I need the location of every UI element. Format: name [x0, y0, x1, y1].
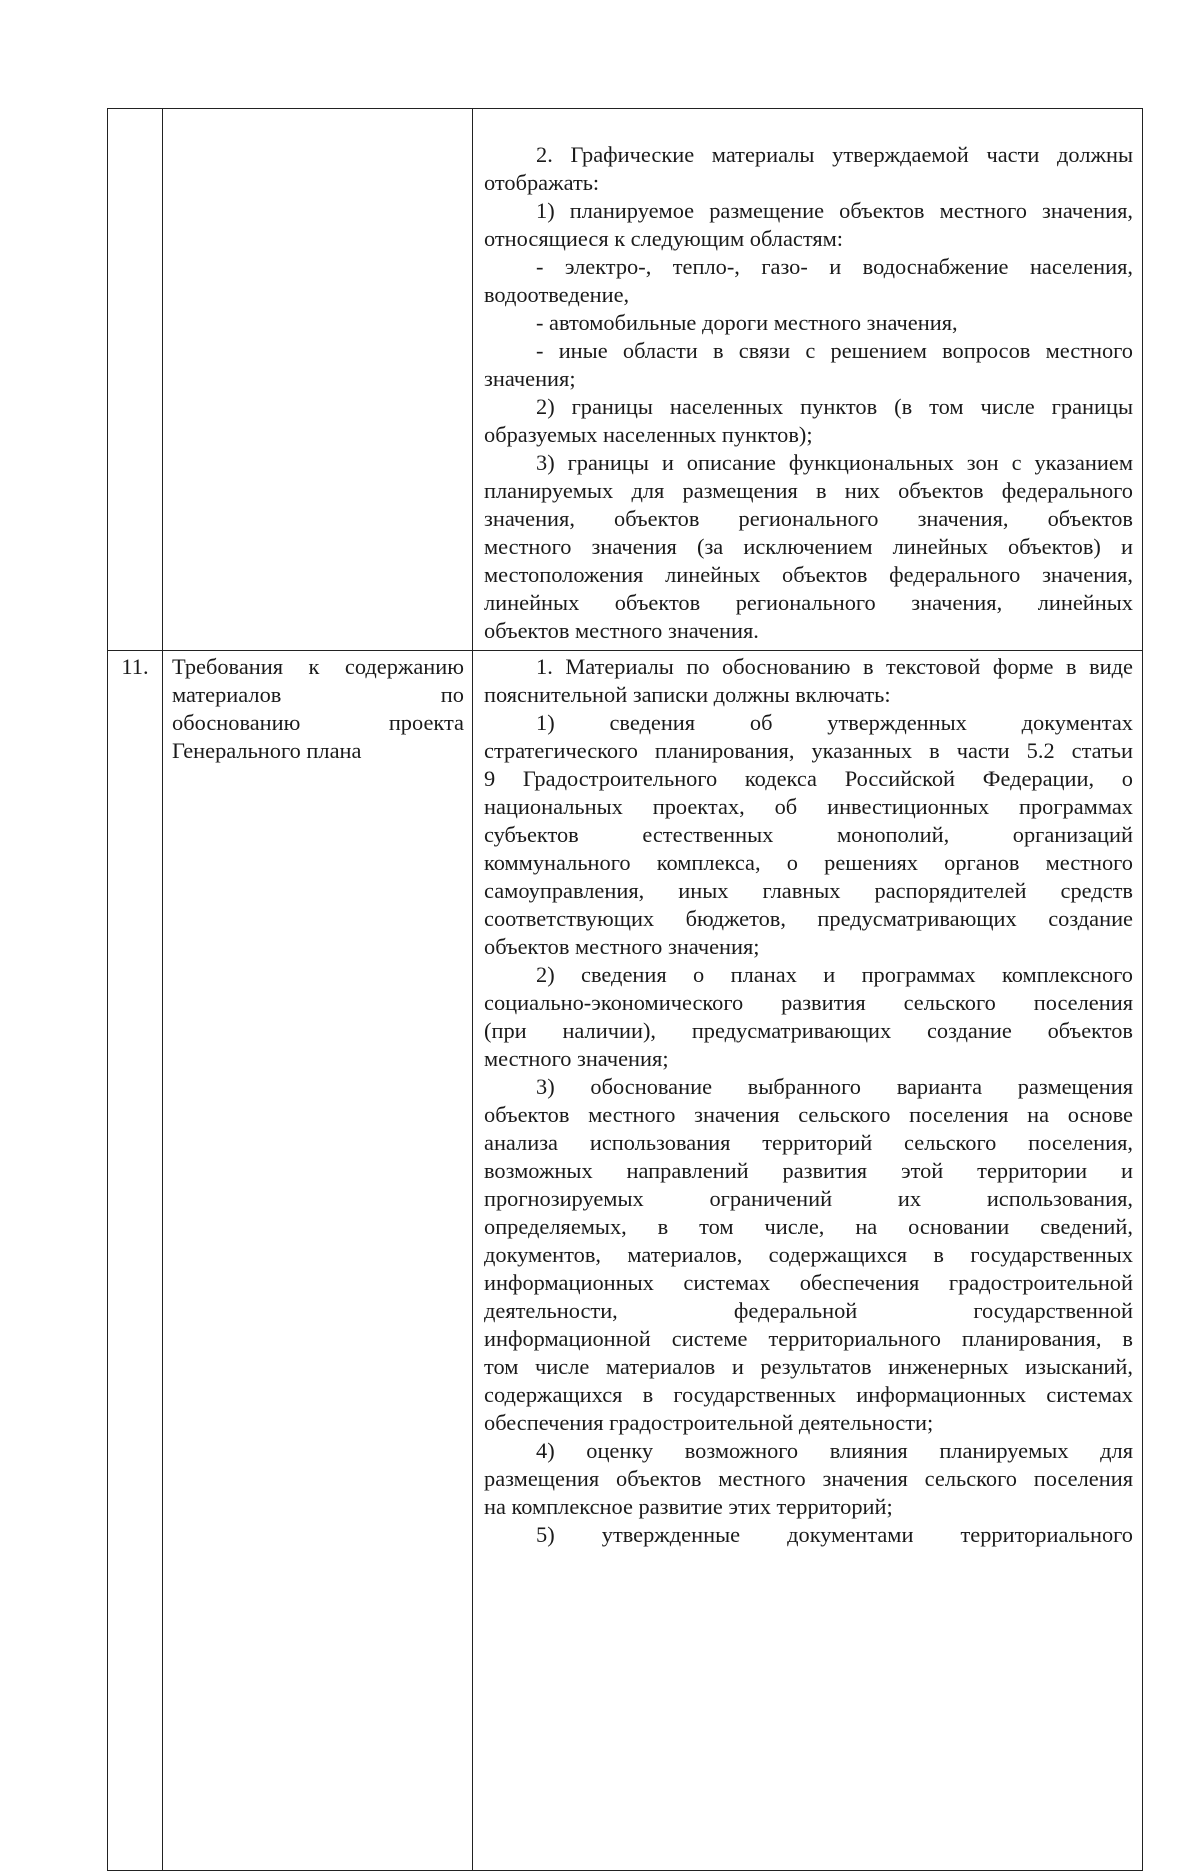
row-content-cell [473, 651, 1143, 1871]
text-line: 9 Градостроительного кодекса Российской Федерации, о [484, 766, 1133, 791]
text-line: водоотведение, [484, 282, 630, 307]
text-line: относящиеся к следующим областям: [484, 226, 844, 251]
text-line: значения; [484, 366, 576, 391]
text-line: национальных проектах, об инвестиционных программах [484, 794, 1133, 819]
text-line: - электро-, тепло-, газо- и водоснабжение населения, [536, 254, 1133, 279]
text-line: социально-экономического развития сельского поселения [484, 990, 1133, 1015]
text-line: том числе материалов и результатов инженерных изысканий, [484, 1354, 1133, 1379]
text-line: 2) границы населенных пунктов (в том числе границы [536, 394, 1133, 419]
text-line: объектов местного значения сельского поселения на основе [484, 1102, 1133, 1127]
text-line: на комплексное развитие этих территорий; [484, 1494, 893, 1519]
text-line: 1. Материалы по обоснованию в текстовой форме в виде [536, 654, 1133, 679]
text-line: содержащихся в государственных информационных системах [484, 1382, 1133, 1407]
text-line: - автомобильные дороги местного значения, [536, 310, 958, 335]
text-line: (при наличии), предусматривающих создание объектов [484, 1018, 1133, 1043]
row-number-cell [108, 109, 163, 651]
text-line: объектов местного значения. [484, 618, 759, 643]
row-number-cell [108, 651, 163, 1871]
text-line: информационной системе территориального планирования, в [484, 1326, 1133, 1351]
row-number [108, 109, 162, 111]
text-line: анализа использования территорий сельского поселения, [484, 1130, 1133, 1155]
text-line: Требования к содержанию [172, 654, 464, 679]
text-line: определяемых, в том числе, на основании сведений, [484, 1214, 1133, 1239]
text-line: планируемых для размещения в них объектов федерального [484, 478, 1133, 503]
table-row [108, 651, 1143, 1871]
table-row [108, 109, 1143, 651]
text-line: 4) оценку возможного влияния планируемых для [536, 1438, 1133, 1463]
text-line: - иные области в связи с решением вопросов местного [536, 338, 1133, 363]
text-line: прогнозируемых ограничений их использования, [484, 1186, 1133, 1211]
text-line: стратегического планирования, указанных в части 5.2 статьи [484, 738, 1133, 763]
text-line: 1) планируемое размещение объектов местного значения, [536, 198, 1133, 223]
text-line: обоснованию проекта [172, 710, 464, 735]
text-line: размещения объектов местного значения сельского поселения [484, 1466, 1133, 1491]
row-content [473, 109, 1142, 645]
row-content-cell [473, 109, 1143, 651]
text-line: соответствующих бюджетов, предусматривающих создание [484, 906, 1133, 931]
text-line: местоположения линейных объектов федерального значения, [484, 562, 1133, 587]
text-line: линейных объектов регионального значения, линейных [484, 590, 1133, 615]
text-line: 2. Графические материалы утверждаемой части должны [536, 142, 1133, 167]
text-line: 3) обоснование выбранного варианта размещения [536, 1074, 1133, 1099]
text-line: 5) утвержденные документами территориального [536, 1522, 1133, 1547]
row-content [473, 651, 1142, 1549]
row-title [163, 109, 472, 111]
requirements-table [107, 108, 1143, 1871]
text-line: деятельности, федеральной государственной [484, 1298, 1133, 1323]
text-line: местного значения; [484, 1046, 669, 1071]
text-line: субъектов естественных монополий, организаций [484, 822, 1133, 847]
text-line: Генерального плана [172, 738, 362, 763]
text-line: 3) границы и описание функциональных зон с указанием [536, 450, 1133, 475]
text-line: самоуправления, иных главных распорядителей средств [484, 878, 1133, 903]
row-title-cell [163, 109, 473, 651]
row-number: 11. [121, 654, 149, 679]
text-line: коммунального комплекса, о решениях органов местного [484, 850, 1133, 875]
row-title [163, 651, 472, 765]
text-line: документов, материалов, содержащихся в государственных [484, 1242, 1133, 1267]
text-line: местного значения (за исключением линейных объектов) и [484, 534, 1133, 559]
text-line: объектов местного значения; [484, 934, 760, 959]
text-line: 1) сведения об утвержденных документах [536, 710, 1133, 735]
text-line: образуемых населенных пунктов); [484, 422, 813, 447]
text-line: обеспечения градостроительной деятельности; [484, 1410, 934, 1435]
text-line: материалов по [172, 682, 464, 707]
text-line: возможных направлений развития этой территории и [484, 1158, 1133, 1183]
text-line: 2) сведения о планах и программах комплексного [536, 962, 1133, 987]
text-line: значения, объектов регионального значения, объектов [484, 506, 1133, 531]
text-line: пояснительной записки должны включать: [484, 682, 891, 707]
text-line: информационных системах обеспечения градостроительной [484, 1270, 1133, 1295]
text-line: отображать: [484, 170, 600, 195]
row-title-cell [163, 651, 473, 1871]
